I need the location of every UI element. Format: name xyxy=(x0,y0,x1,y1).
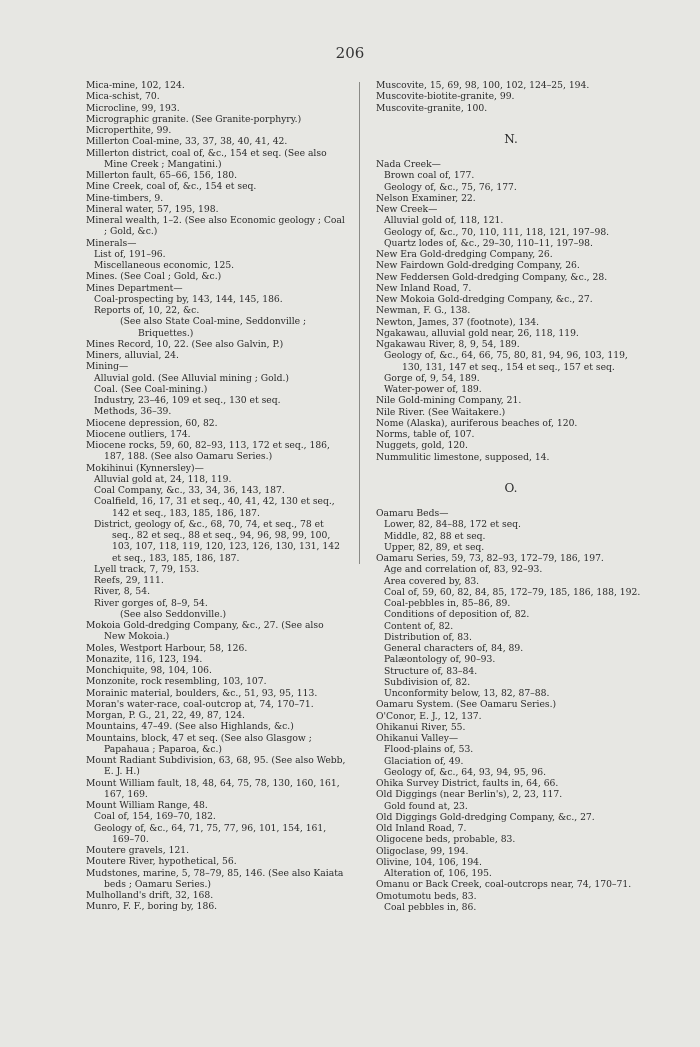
index-entry: Mokihinui (Kynnersley)— xyxy=(86,462,204,474)
index-entry: Monzonite, rock resembling, 103, 107. xyxy=(86,676,267,688)
index-entry: Mount William fault, 18, 48, 64, 75, 78, 130, 160, 161, 167, 169. xyxy=(86,777,340,800)
index-entry: Geology of, &c., 64, 71, 75, 77, 96, 101, 154, 161, 169–70. xyxy=(94,822,327,845)
index-entry: Monazite, 116, 123, 194. xyxy=(86,653,203,665)
index-entry: Methods, 36–39. xyxy=(94,406,172,418)
index-entry: Coal of, 59, 60, 82, 84, 85, 172–79, 185, 186, 188, 192. xyxy=(384,586,641,598)
index-entry: Alluvial gold at, 24, 118, 119. xyxy=(94,473,232,485)
index-entry: Subdivision of, 82. xyxy=(384,676,471,688)
index-entry: Nummulitic limestone, supposed, 14. xyxy=(376,451,550,463)
index-entry: Millerton fault, 65–66, 156, 180. xyxy=(86,170,238,181)
index-entry: Brown coal of, 177. xyxy=(384,170,475,182)
index-entry: Miocene depression, 60, 82. xyxy=(86,417,218,429)
index-entry: River gorges of, 8–9, 54. xyxy=(94,597,208,609)
index-entry: Mines Record, 10, 22. (See also Galvin, P.) xyxy=(86,338,284,350)
index-entry: Gold found at, 23. xyxy=(384,800,468,812)
index-entry: Ngakawau River, 8, 9, 54, 189. xyxy=(376,339,520,350)
index-entry: Monchiquite, 98, 104, 106. xyxy=(86,665,212,676)
page-number: 206 xyxy=(335,44,365,62)
index-entry: Millerton Coal-mine, 33, 37, 38, 40, 41, 42. xyxy=(86,136,288,148)
index-entry: Oligoclase, 99, 194. xyxy=(376,845,469,857)
index-entry: Area covered by, 83. xyxy=(384,575,480,587)
index-entry: New Era Gold-dredging Company, 26. xyxy=(376,249,553,260)
index-entry: Microcline, 99, 193. xyxy=(86,102,180,114)
index-entry: Upper, 82, 89, et seq. xyxy=(384,541,485,553)
column-divider xyxy=(359,82,360,564)
index-entry: Mica-schist, 70. xyxy=(86,91,160,103)
index-entry: Muscovite, 15, 69, 98, 100, 102, 124–25, 194. xyxy=(376,80,590,91)
index-entry: Newton, James, 37 (footnote), 134. xyxy=(376,316,539,328)
index-entry: Industry, 23–46, 109 et seq., 130 et seq. xyxy=(94,395,281,406)
index-entry: Millerton district, coal of, &c., 154 et seq. (See also Mine Creek ; Mangatini.) xyxy=(86,147,327,170)
index-entry: O'Conor, E. J., 12, 137. xyxy=(376,710,482,722)
index-entry: Gorge of, 9, 54, 189. xyxy=(384,372,480,384)
index-entry: (See also State Coal-mine, Seddonville ; Briquettes.) xyxy=(120,316,307,339)
index-entry: Mica-mine, 102, 124. xyxy=(86,80,185,91)
index-entry: Unconformity below, 13, 82, 87–88. xyxy=(384,688,550,699)
index-entry: Omotumotu beds, 83. xyxy=(376,890,477,902)
index-entry: Mountains, block, 47 et seq. (See also Glasgow ; Papahaua ; Paparoa, &c.) xyxy=(86,732,312,755)
index-group-n xyxy=(376,159,646,463)
index-entry: Norms, table of, 107. xyxy=(376,429,475,440)
index-entry: Olivine, 104, 106, 194. xyxy=(376,856,482,868)
index-entry: Mulholland's drift, 32, 168. xyxy=(86,890,214,901)
index-entry: Old Diggings (near Berlin's), 2, 23, 117. xyxy=(376,789,563,801)
index-entry: Moutere River, hypothetical, 56. xyxy=(86,856,237,868)
index-entry: New Creek— xyxy=(376,204,438,215)
index-entry: Flood-plains of, 53. xyxy=(384,744,474,756)
index-entry: Geology of, &c., 70, 110, 111, 118, 121, 197–98. xyxy=(384,226,610,238)
index-entry: Morainic material, boulders, &c., 51, 93, 95, 113. xyxy=(86,687,318,699)
index-entry: Nome (Alaska), auriferous beaches of, 120. xyxy=(376,417,578,429)
index-entry: Structure of, 83–84. xyxy=(384,665,478,677)
index-entry: River, 8, 54. xyxy=(94,586,151,598)
index-entry: Miocene outliers, 174. xyxy=(86,428,191,440)
index-entry: Old Inland Road, 7. xyxy=(376,823,467,834)
index-entry: Coal of, 154, 169–70, 182. xyxy=(94,811,216,823)
index-entry: Miscellaneous economic, 125. xyxy=(94,260,235,271)
index-entry: Oamaru Series, 59, 73, 82–93, 172–79, 186, 197. xyxy=(376,553,604,564)
index-entry: Micrographic granite. (See Granite-porphyry.) xyxy=(86,113,302,125)
index-entry: Water-power of, 189. xyxy=(384,384,482,395)
index-entry: Mokoia Gold-dredging Company, &c., 27. (See also New Mokoia.) xyxy=(86,620,324,643)
index-entry: Geology of, &c., 64, 93, 94, 95, 96. xyxy=(384,766,547,778)
index-entry: Reports of, 10, 22, &c. xyxy=(94,305,200,316)
index-entry: Coal-pebbles in, 85–86, 89. xyxy=(384,598,511,609)
index-entry: Age and correlation of, 83, 92–93. xyxy=(384,564,543,576)
index-entry: District, geology of, &c., 68, 70, 74, et seq., 78 et seq., 82 et seq., 88 et seq., 94, 96, 98, 99, 100, 103, 107, 118, 119, 120, 123, 126, 130, 131, 142 et seq., 183, 185, 186, 187. xyxy=(94,518,340,564)
index-entry: Distribution of, 83. xyxy=(384,631,472,643)
index-entry: Nada Creek— xyxy=(376,159,441,170)
index-entry: Geology of, &c., 64, 66, 75, 80, 81, 94, 96, 103, 119, 130, 131, 147 et seq., 154 et seq., 157 et seq. xyxy=(384,350,628,373)
index-entry: Oligocene beds, probable, 83. xyxy=(376,834,516,846)
index-entry: Palæontology of, 90–93. xyxy=(384,654,496,666)
index-entry: New Mokoia Gold-dredging Company, &c., 27. xyxy=(376,294,593,305)
index-entry: Content of, 82. xyxy=(384,620,454,632)
index-entry: Mines. (See Coal ; Gold, &c.) xyxy=(86,271,222,283)
index-entry: New Inland Road, 7. xyxy=(376,282,472,294)
index-entry: Miocene rocks, 59, 60, 82–93, 113, 172 et seq., 186, 187, 188. (See also Oamaru Series.) xyxy=(86,440,330,463)
index-entry: Mines Department— xyxy=(86,282,183,294)
index-entry: Old Diggings Gold-dredging Company, &c., 27. xyxy=(376,811,595,823)
index-entry: Conditions of deposition of, 82. xyxy=(384,609,530,621)
index-entry: Ohika Survey District, faults in, 64, 66. xyxy=(376,778,559,789)
index-entry: Omanu or Back Creek, coal-outcrops near, 74, 170–71. xyxy=(376,879,632,891)
index-entry: Mudstones, marine, 5, 78–79, 85, 146. (See also Kaiata beds ; Oamaru Series.) xyxy=(86,867,344,890)
index-entry: Moutere gravels, 121. xyxy=(86,845,190,856)
index-entry: Coal pebbles in, 86. xyxy=(384,901,477,913)
index-entry: New Feddersen Gold-dredging Company, &c., 28. xyxy=(376,271,608,283)
index-entry: Coalfield, 16, 17, 31 et seq., 40, 41, 42, 130 et seq., 142 et seq., 183, 185, 186, 187. xyxy=(94,496,335,519)
index-entry: Glaciation of, 49. xyxy=(384,755,464,767)
index-entry: Mount Radiant Subdivision, 63, 68, 95. (See also Webb, E. J. H.) xyxy=(86,755,346,778)
index-group-m xyxy=(376,80,646,114)
index-entry: Coal-prospecting by, 143, 144, 145, 186. xyxy=(94,293,283,305)
index-entry: Mining— xyxy=(86,361,129,373)
index-entry: Oamaru System. (See Oamaru Series.) xyxy=(376,699,557,711)
index-column-right xyxy=(376,80,646,913)
index-entry: Geology of, &c., 75, 76, 177. xyxy=(384,181,517,193)
index-entry: List of, 191–96. xyxy=(94,248,166,260)
index-entry: Newman, F. G., 138. xyxy=(376,305,471,317)
index-entry: Coal Company, &c., 33, 34, 36, 143, 187. xyxy=(94,485,285,496)
index-entry: (See also Seddonville.) xyxy=(120,608,227,620)
index-entry: General characters of, 84, 89. xyxy=(384,643,524,654)
index-entry: Lower, 82, 84–88, 172 et seq. xyxy=(384,519,521,531)
index-entry: Mine Creek, coal of, &c., 154 et seq. xyxy=(86,181,257,193)
index-entry: Middle, 82, 88 et seq. xyxy=(384,530,486,542)
section-letter-o: O. xyxy=(504,480,518,495)
index-entry: Mountains, 47–49. (See also Highlands, &c.) xyxy=(86,721,294,733)
index-entry: Quartz lodes of, &c., 29–30, 110–11, 197–98. xyxy=(384,237,593,249)
index-entry: Moran's water-race, coal-outcrop at, 74, 170–71. xyxy=(86,698,314,710)
index-entry: Mount William Range, 48. xyxy=(86,800,208,811)
index-entry: Ohikanui River, 55. xyxy=(376,721,466,733)
index-entry: Lyell track, 7, 79, 153. xyxy=(94,563,200,575)
index-entry: Ohikanui Valley— xyxy=(376,733,459,744)
index-entry: Moles, Westport Harbour, 58, 126. xyxy=(86,642,248,654)
index-entry: Mineral water, 57, 195, 198. xyxy=(86,203,219,215)
index-entry: Morgan, P. G., 21, 22, 49, 87, 124. xyxy=(86,710,245,721)
index-entry: Alluvial gold of, 118, 121. xyxy=(384,215,504,227)
section-letter-n: N. xyxy=(504,131,518,146)
index-entry: Mineral wealth, 1–2. (See also Economic geology ; Coal ; Gold, &c.) xyxy=(86,215,345,238)
index-column-left xyxy=(86,80,346,913)
index-entry: Muscovite-granite, 100. xyxy=(376,102,488,114)
index-entry: Mine-timbers, 9. xyxy=(86,192,164,204)
index-entry: Coal. (See Coal-mining.) xyxy=(94,383,208,395)
index-entry: Minerals— xyxy=(86,237,137,249)
index-entry: Nile River. (See Waitakere.) xyxy=(376,406,506,418)
index-entry: Alteration of, 106, 195. xyxy=(384,868,492,879)
index-entry: Nelson Examiner, 22. xyxy=(376,192,476,204)
index-entry: New Fairdown Gold-dredging Company, 26. xyxy=(376,260,580,272)
index-entry: Ngakawau, alluvial gold near, 26, 118, 119. xyxy=(376,327,579,339)
index-entry: Nuggets, gold, 120. xyxy=(376,440,468,452)
index-entry: Microperthite, 99. xyxy=(86,125,172,136)
index-group-o xyxy=(376,508,646,913)
index-entry: Muscovite-biotite-granite, 99. xyxy=(376,91,515,103)
index-entry: Nile Gold-mining Company, 21. xyxy=(376,395,522,407)
index-entry: Miners, alluvial, 24. xyxy=(86,350,179,361)
index-entry: Reefs, 29, 111. xyxy=(94,575,164,586)
index-entry: Oamaru Beds— xyxy=(376,508,449,519)
index-entry: Munro, F. F., boring by, 186. xyxy=(86,901,218,913)
index-entry: Alluvial gold. (See Alluvial mining ; Gold.) xyxy=(94,372,289,384)
